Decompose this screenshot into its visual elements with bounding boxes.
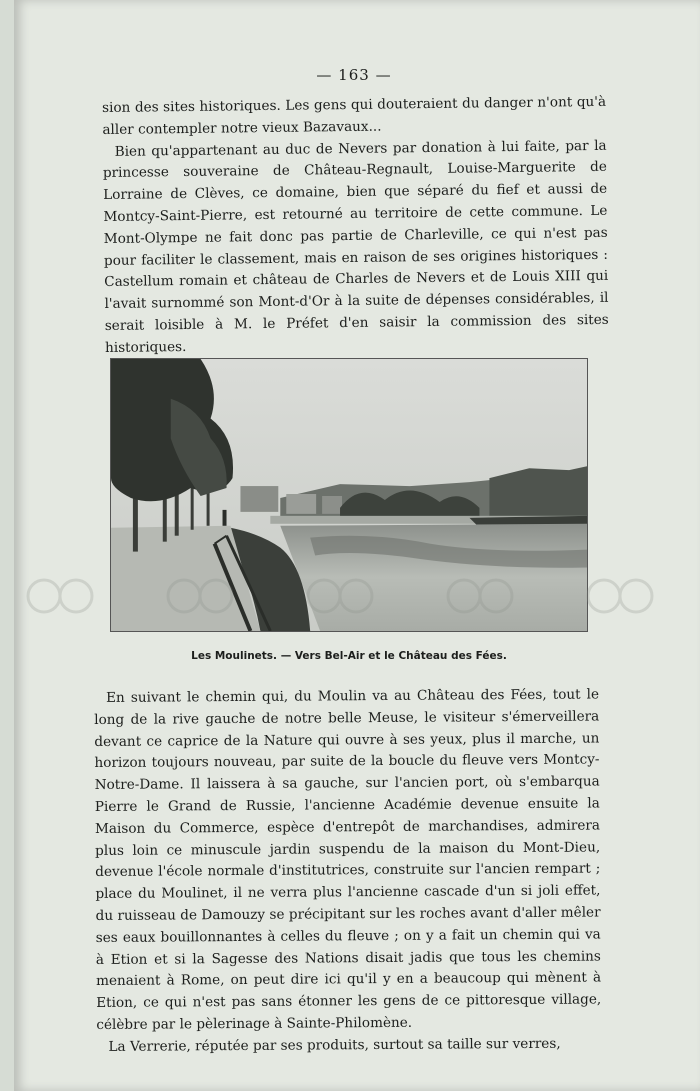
paragraph: En suivant le chemin qui, du Moulin va au Château des Fées, tout le long de la rive gauche de notre belle Meuse, le visiteur s'émerveillera devant ce caprice de la Nature qui ouvre à ses yeux, plus il marche, un horizon toujours nouveau, par suite de la boucle du fleuve vers Montcy-Notre-Dame. Il laissera à sa gauche, sur l'ancien port, où s'embarqua Pierre le Grand de Russie, l'ancienne Académie devenue ensuite la Maison du Commerce, espèce d'entrepôt de marchandises, admirera plus loin ce minuscule jardin suspendu de la maison du Mont-Dieu, devenue l'école normale d'institutrices, construite sur l'ancien rempart ; place du Moulinet, il ne verra plus l'ancienne cascade d'un si joli effet, du ruisseau de Damouzy se précipitant sur les roches avant d'aller mêler ses eaux bouillonnantes à celles du fleuve ; on y a fait un chemin qui va à Etion et si la Sagesse des Nations disait jadis que tous les chemins menaient à Rome, on peut dire ici qu'il y en a beaucoup qui mènent à Etion, ce qui n'est pas sans étonner les gens de ce pittoresque village, célèbre par le pèlerinage à Sainte-Philomène.: [94, 686, 602, 1033]
river-scene-image: [111, 359, 587, 631]
bottom-text-block: [94, 684, 602, 1058]
book-page: [14, 0, 700, 1091]
page-number: — 163 —: [316, 66, 392, 84]
paragraph: Bien qu'appartenant au duc de Nevers par donation à lui faite, par la princesse souveraine de Château-Regnault, Louise-Marguerite de Lorraine de Clèves, ce domaine, bien que séparé du fief et aussi de Montcy-Saint-Pierre, est retourné au territoire de cette commune. Le Mont-Olympe ne fait donc pas partie de Charleville, ce qui n'est pas pour faciliter le classement, mais en raison de ses origines historiques : Castellum romain et château de Charles de Nevers et de Louis XIII qui l'avait surnommé son Mont-d'Or à la suite de dépenses considérables, il serait loisible à M. le Préfet d'en saisir la commission des sites historiques.: [102, 137, 609, 356]
paragraph: La Verrerie, réputée par ses produits, surtout sa taille sur verres,: [108, 1035, 561, 1055]
figure-caption: [110, 650, 588, 662]
photo-les-moulinets: [110, 358, 588, 632]
top-text-block: [102, 92, 609, 360]
caption-text: — Vers Bel-Air et le Château des Fées.: [280, 650, 507, 662]
caption-title: Les Moulinets.: [191, 650, 278, 662]
paragraph: sion des sites historiques. Les gens qui douteraient du danger n'ont qu'à aller contempler notre vieux Bazavaux...: [102, 93, 607, 138]
